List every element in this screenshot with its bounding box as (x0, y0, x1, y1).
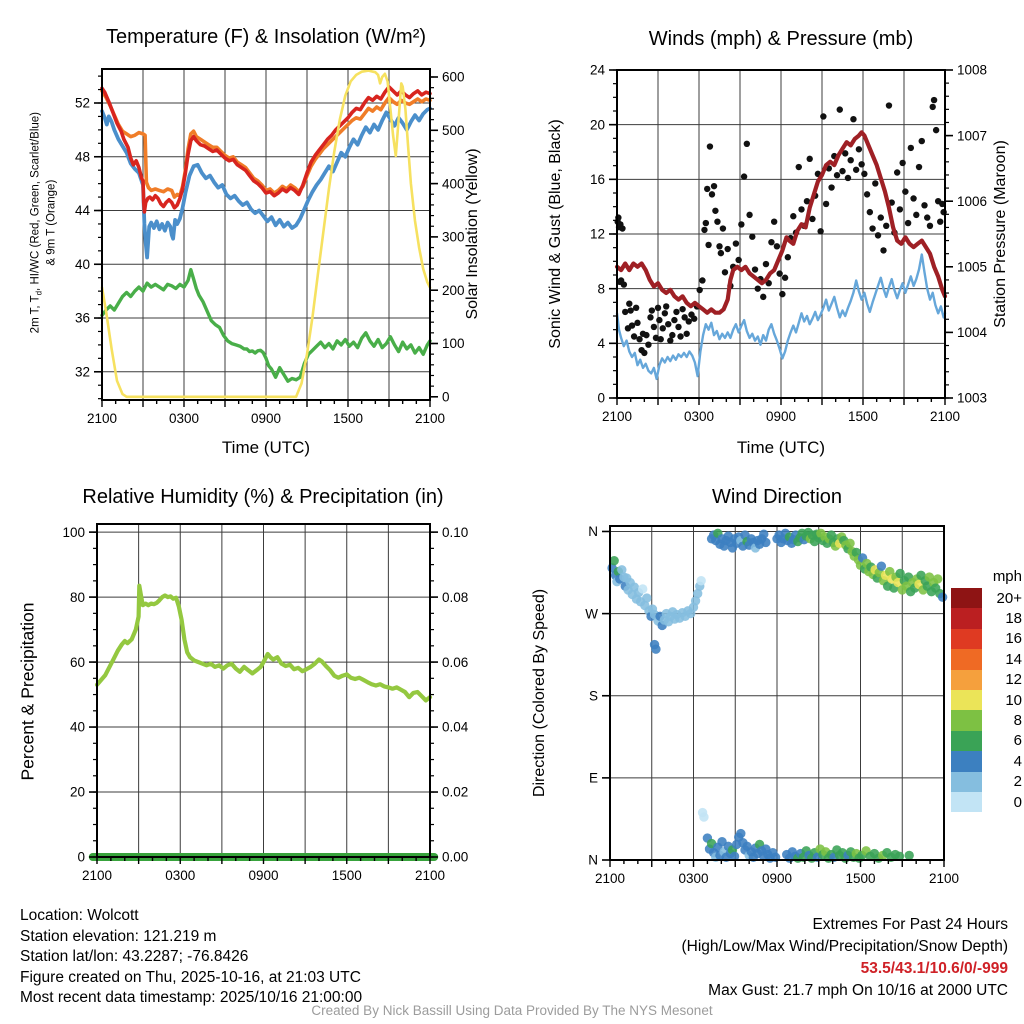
legend-rows (951, 588, 1022, 812)
direction-left-axis-label: Direction (Colored By Speed) (531, 588, 548, 798)
svg-text:0.06: 0.06 (442, 654, 469, 670)
svg-text:2100: 2100 (929, 409, 961, 424)
wind-speed-legend (951, 568, 1022, 812)
legend-row (951, 649, 1022, 669)
svg-text:2100: 2100 (86, 411, 118, 426)
svg-text:52: 52 (74, 95, 90, 111)
legend-swatch (951, 751, 982, 771)
svg-text:1500: 1500 (331, 868, 362, 883)
svg-text:20: 20 (69, 784, 85, 800)
svg-text:0900: 0900 (765, 409, 797, 424)
svg-text:2100: 2100 (601, 409, 633, 424)
svg-text:0300: 0300 (678, 871, 709, 886)
svg-text:0300: 0300 (168, 411, 200, 426)
location-line: Location: Wolcott (20, 907, 139, 924)
svg-text:1005: 1005 (957, 259, 988, 275)
svg-text:E: E (588, 770, 598, 786)
extremes-title: Extremes For Past 24 Hours (812, 916, 1008, 933)
legend-swatch (951, 710, 982, 730)
figure-created-line: Figure created on Thu, 2025-10-16, at 21:03 UTC (20, 968, 361, 986)
chart-title-humidity: Relative Humidity (%) & Precipitation (in) (82, 486, 444, 508)
legend-label: 20+ (996, 589, 1022, 607)
temp-left-axis-label (29, 3, 58, 443)
svg-text:0: 0 (77, 849, 85, 865)
legend-swatch (951, 772, 982, 792)
svg-text:2100: 2100 (928, 871, 960, 886)
legend-row (951, 751, 1022, 771)
svg-text:1008: 1008 (957, 62, 988, 78)
legend-label: 8 (1013, 712, 1022, 730)
extremes-values: 53.5/43.1/10.6/0/-999 (860, 960, 1008, 977)
svg-text:80: 80 (69, 589, 85, 605)
legend-label: 16 (1005, 630, 1022, 648)
svg-text:1004: 1004 (957, 325, 988, 341)
legend-label: 2 (1013, 773, 1022, 791)
svg-text:W: W (585, 606, 598, 622)
legend-swatch (951, 792, 982, 812)
svg-text:0900: 0900 (250, 411, 282, 426)
legend-row (951, 772, 1022, 792)
svg-text:36: 36 (74, 310, 90, 326)
svg-text:2100: 2100 (414, 411, 446, 426)
legend-row (951, 792, 1022, 812)
svg-text:4: 4 (597, 336, 605, 352)
svg-text:44: 44 (74, 203, 90, 219)
wind-left-axis-label: Sonic Wind & Gust (Blue, Black) (547, 119, 564, 349)
svg-text:1500: 1500 (847, 409, 879, 424)
pressure-right-axis-label: Station Pressure (Maroon) (992, 140, 1009, 328)
svg-text:16: 16 (589, 172, 605, 188)
svg-text:20: 20 (589, 117, 605, 133)
svg-text:200: 200 (442, 282, 465, 298)
svg-text:1500: 1500 (845, 871, 876, 886)
svg-text:0.00: 0.00 (442, 849, 469, 865)
svg-text:2100: 2100 (594, 871, 626, 886)
extremes-block (682, 914, 1009, 1002)
legend-label: 18 (1005, 610, 1022, 628)
legend-label: 0 (1013, 793, 1022, 811)
legend-row (951, 629, 1022, 649)
chart-title-wind-direction: Wind Direction (711, 486, 843, 508)
legend-row (951, 588, 1022, 608)
svg-text:600: 600 (442, 69, 465, 85)
legend-swatch (951, 649, 982, 669)
svg-text:60: 60 (69, 654, 85, 670)
legend-swatch (951, 731, 982, 751)
data-timestamp-line: Most recent data timestamp: 2025/10/16 21:00:00 (20, 989, 363, 1006)
svg-text:2100: 2100 (414, 868, 446, 883)
temp-left-axis-label-line2: & 9m T (Orange) (45, 179, 58, 266)
svg-text:0: 0 (442, 389, 450, 405)
credit-line: Created By Nick Bassill Using Data Provided By The NYS Mesonet (311, 1003, 713, 1018)
legend-swatch (951, 670, 982, 690)
svg-text:32: 32 (74, 364, 90, 380)
legend-row (951, 608, 1022, 628)
svg-text:40: 40 (69, 719, 85, 735)
svg-text:1006: 1006 (957, 193, 988, 209)
svg-text:48: 48 (74, 149, 90, 165)
svg-text:8: 8 (597, 281, 605, 297)
svg-text:N: N (588, 852, 598, 868)
legend-row (951, 710, 1022, 730)
svg-text:0: 0 (597, 390, 605, 406)
chart-title-temperature: Temperature (F) & Insolation (W/m²) (105, 26, 427, 48)
svg-text:0300: 0300 (683, 409, 715, 424)
legend-label: 12 (1005, 671, 1022, 689)
svg-text:300: 300 (442, 229, 465, 245)
svg-text:400: 400 (442, 176, 465, 192)
max-gust-line: Max Gust: 21.7 mph On 10/16 at 2000 UTC (708, 982, 1008, 999)
legend-header-mph: mph (992, 568, 1022, 585)
elevation-line: Station elevation: 121.219 m (20, 927, 217, 945)
legend-swatch (951, 690, 982, 710)
svg-text:2100: 2100 (81, 868, 113, 883)
chart-title-winds: Winds (mph) & Pressure (mb) (648, 28, 914, 50)
solar-right-axis-label: Solar Insolation (Yellow) (464, 148, 481, 320)
svg-text:0.02: 0.02 (442, 784, 469, 800)
winds-x-axis-label: Time (UTC) (736, 438, 826, 457)
humidity-left-axis-label: Percent & Precipitation (17, 602, 38, 781)
legend-label: 4 (1013, 752, 1022, 770)
temp-x-axis-label: Time (UTC) (221, 438, 311, 457)
svg-text:40: 40 (74, 256, 90, 272)
svg-text:0300: 0300 (165, 868, 196, 883)
svg-text:12: 12 (589, 226, 605, 242)
legend-swatch (951, 629, 982, 649)
latlon-line: Station lat/lon: 43.2287; -76.8426 (20, 948, 249, 965)
svg-text:N: N (588, 524, 598, 540)
svg-text:0900: 0900 (761, 871, 793, 886)
temp-left-axis-label-line1: 2m T, $T_d$, HI/WC (Red, Green, Scarlet/Blue) (29, 111, 44, 334)
legend-row (951, 690, 1022, 710)
svg-text:0.04: 0.04 (442, 719, 469, 735)
svg-text:0900: 0900 (248, 868, 279, 883)
extremes-subtitle: (High/Low/Max Wind/Precipitation/Snow Depth) (681, 938, 1008, 955)
svg-text:0.10: 0.10 (442, 524, 469, 540)
legend-label: 6 (1013, 732, 1022, 750)
svg-text:1003: 1003 (957, 390, 988, 406)
svg-text:1500: 1500 (332, 411, 364, 426)
legend-label: 14 (1005, 650, 1022, 668)
svg-text:S: S (588, 688, 598, 704)
legend-label: 10 (1005, 691, 1022, 709)
svg-text:1007: 1007 (957, 128, 988, 144)
legend-row (951, 731, 1022, 751)
svg-text:500: 500 (442, 122, 465, 138)
svg-text:0.08: 0.08 (442, 589, 469, 605)
station-info-block (20, 906, 362, 1009)
svg-text:100: 100 (442, 336, 465, 352)
svg-text:24: 24 (589, 62, 605, 78)
svg-text:100: 100 (62, 524, 85, 540)
legend-row (951, 670, 1022, 690)
legend-swatch (951, 588, 982, 608)
legend-swatch (951, 608, 982, 628)
